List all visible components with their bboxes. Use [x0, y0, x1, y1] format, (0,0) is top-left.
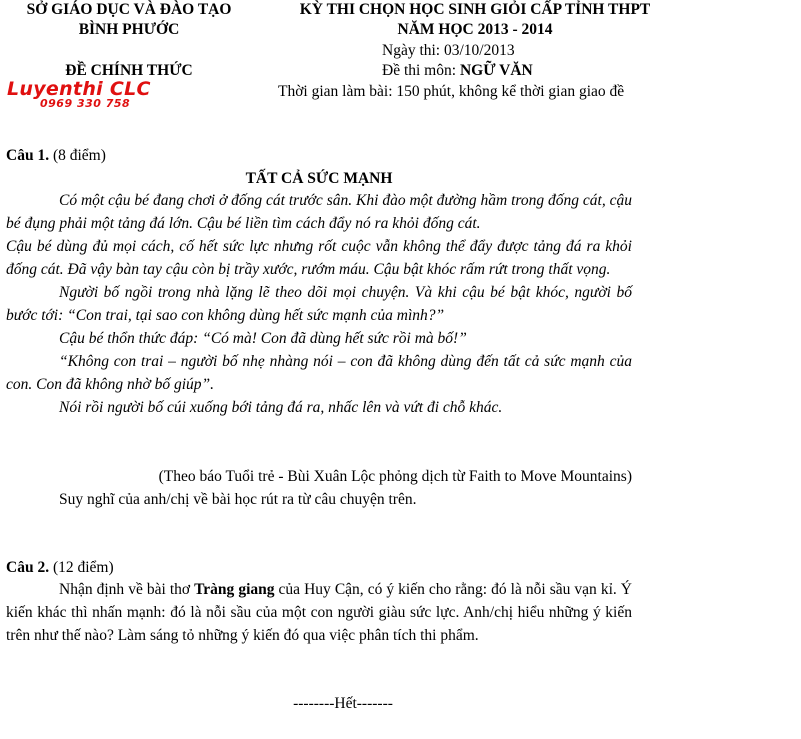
story-paragraph: Người bố ngồi trong nhà lặng lẽ theo dõi mọi chuyện. Và khi cậu bé bật khóc, người bố bước tới: “Con trai, tại sao con không dùng hết sức mạnh của mình?”: [6, 284, 632, 324]
official-exam-label: ĐỀ CHÍNH THỨC: [65, 62, 193, 79]
question2-heading: [6, 556, 114, 579]
exam-subject: [382, 61, 533, 81]
question2-points: (12 điểm): [49, 559, 114, 576]
subject-prefix: Đề thi môn:: [382, 62, 460, 79]
exam-title: KỲ THI CHỌN HỌC SINH GIỎI CẤP TỈNH THPT: [299, 1, 651, 18]
logo-phone: 0969 330 758: [40, 97, 131, 110]
story-source: (Theo báo Tuổi trẻ - Bùi Xuân Lộc phỏng dịch từ Faith to Move Mountains): [158, 468, 632, 485]
subject-name: NGỮ VĂN: [459, 62, 533, 79]
story-paragraph: Cậu bé dùng đủ mọi cách, cố hết sức lực nhưng rốt cuộc vẫn không thể đẩy được tảng đá ra khỏi đống cát. Đã vậy bàn tay cậu còn bị trầy xước, rướm máu. Cậu bật khóc rấm rứt trong thất vọng.: [6, 238, 632, 278]
end-marker: --------Hết-------: [293, 695, 393, 712]
logo-wordmark: Luyenthi CLC: [7, 78, 151, 100]
story-paragraph: Có một cậu bé đang chơi ở đống cát trước sân. Khi đào một đường hầm trong đống cát, cậu bé đụng phải một tảng đá lớn. Cậu bé liền tìm cách đẩy nó ra khỏi đống cát.: [6, 192, 632, 232]
story-text: [6, 189, 632, 419]
province-name: BÌNH PHƯỚC: [78, 21, 180, 38]
department-name: SỞ GIÁO DỤC VÀ ĐÀO TẠO: [26, 1, 232, 18]
story-title: TẤT CẢ SỨC MẠNH: [245, 170, 393, 187]
exam-duration: Thời gian làm bài: 150 phút, không kể thời gian giao đề: [278, 83, 625, 100]
question1-points: (8 điểm): [49, 147, 106, 164]
question1-prompt: Suy nghĩ của anh/chị về bài học rút ra từ câu chuyện trên.: [59, 491, 417, 508]
story-paragraph: “Không con trai – người bố nhẹ nhàng nói – con đã không dùng đến tất cả sức mạnh của con. Con đã không nhờ bố giúp”.: [6, 353, 632, 393]
story-paragraph: Nói rồi người bố cúi xuống bới tảng đá ra, nhấc lên và vứt đi chỗ khác.: [59, 399, 503, 416]
question2-text-after: của Huy Cận, có ý kiến cho rằng: đó là nỗi sầu vạn kỉ. Ý kiến khác thì nhấn mạnh: đó là nỗi sầu của một con người giàu sức lực. Anh/chị hiểu những ý kiến trên như thế nào? Làm sáng tỏ những ý kiến đó qua việc phân tích thi phẩm.: [6, 581, 632, 644]
question2-text-before: Nhận định về bài thơ: [59, 581, 195, 598]
school-year: NĂM HỌC 2013 - 2014: [397, 21, 553, 38]
exam-date: Ngày thi: 03/10/2013: [382, 42, 515, 59]
question1-label: Câu 1.: [6, 147, 50, 164]
question2-text: [6, 578, 632, 647]
poem-title: Tràng giang: [194, 581, 275, 598]
question2-label: Câu 2.: [6, 559, 50, 576]
question1-heading: [6, 144, 106, 167]
story-paragraph: Cậu bé thổn thức đáp: “Có mà! Con đã dùng hết sức rồi mà bố!”: [59, 330, 467, 347]
